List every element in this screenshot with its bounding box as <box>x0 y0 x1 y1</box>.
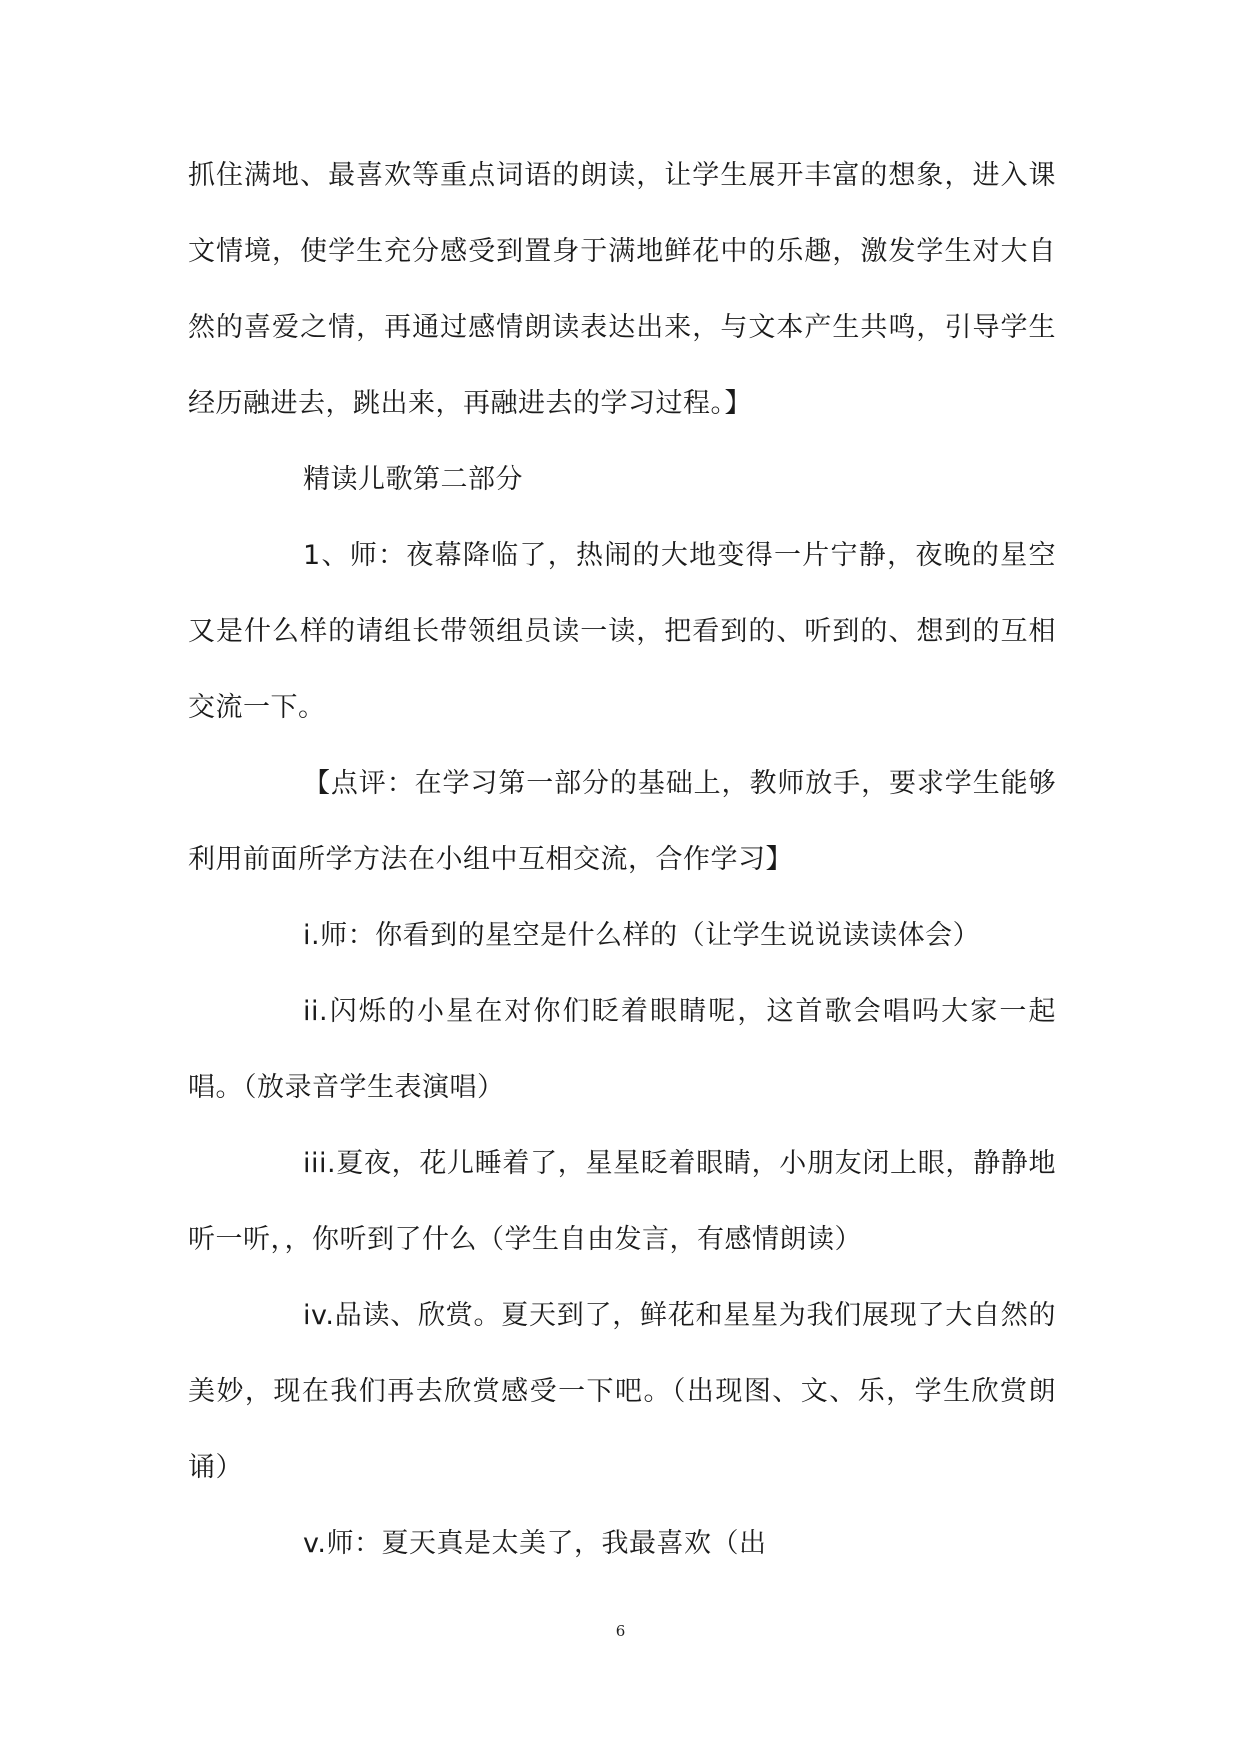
paragraph-item-v: v.师：夏天真是太美了，我最喜欢（出 <box>303 1528 767 1559</box>
body-text <box>188 138 1056 1582</box>
paragraph-item-iii: iii.夏夜，花儿睡着了，星星眨着眼睛，小朋友闭上眼，静静地听一听，，你听到了什么（学生自由发言，有感情朗读） <box>188 1148 1056 1255</box>
page-number: 6 <box>615 1622 626 1640</box>
paragraph-3: 1、师：夜幕降临了，热闹的大地变得一片宁静，夜晚的星空又是什么样的请组长带领组员读一读，把看到的、听到的、想到的互相交流一下。 <box>188 540 1056 723</box>
paragraph-item-iv: iv.品读、欣赏。夏天到了，鲜花和星星为我们展现了大自然的美妙，现在我们再去欣赏感受一下吧。（出现图、文、乐，学生欣赏朗诵） <box>188 1300 1056 1483</box>
paragraph-comment: 【点评：在学习第一部分的基础上，教师放手，要求学生能够利用前面所学方法在小组中互相交流，合作学习】 <box>188 768 1056 875</box>
paragraph-item-i: i.师：你看到的星空是什么样的（让学生说说读读体会） <box>303 920 981 951</box>
paragraph-1: 抓住满地、最喜欢等重点词语的朗读，让学生展开丰富的想象，进入课文情境，使学生充分感受到置身于满地鲜花中的乐趣，激发学生对大自然的喜爱之情，再通过感情朗读表达出来，与文本产生共鸣，引导学生经历融进去，跳出来，再融进去的学习过程。】 <box>188 160 1056 419</box>
paragraph-item-ii: ii.闪烁的小星在对你们眨着眼睛呢，这首歌会唱吗大家一起唱。（放录音学生表演唱） <box>188 996 1056 1103</box>
paragraph-heading-part-two: 精读儿歌第二部分 <box>303 464 523 495</box>
